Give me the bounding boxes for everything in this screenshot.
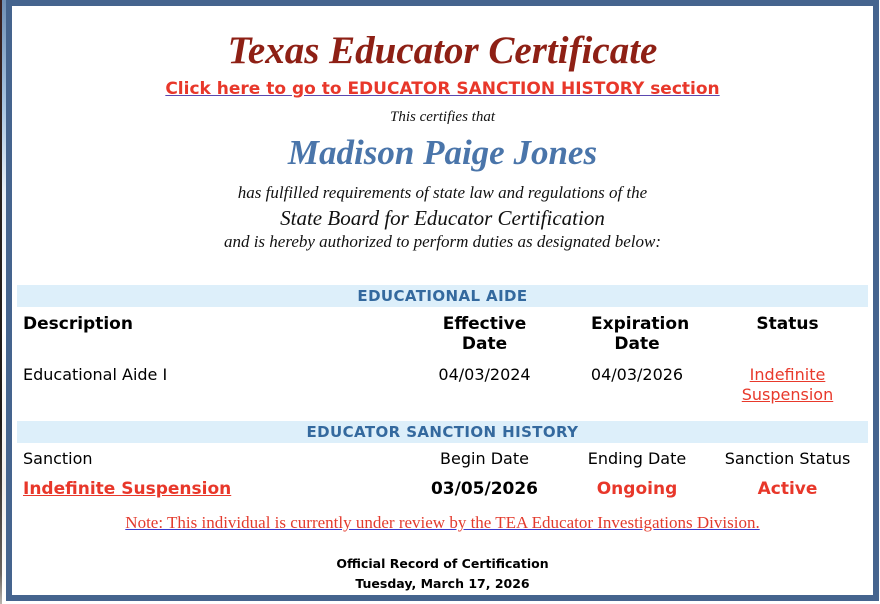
sanction-table-row [17, 479, 868, 500]
sanction-ending-date: Ongoing [596, 479, 678, 499]
col-header-ending-date: Ending Date [587, 449, 687, 468]
certificate-card [6, 0, 879, 601]
col-header-expiration-date: Expiration Date [591, 314, 690, 354]
sanction-history-jump-link[interactable]: Click here to go to EDUCATOR SANCTION HISTORY section [165, 79, 720, 99]
col-header-sanction: Sanction [23, 449, 93, 468]
fulfilled-text: has fulfilled requirements of state law and regulations of the [237, 183, 648, 202]
certificate-status-link[interactable]: Indefinite Suspension [741, 365, 834, 404]
board-text: State Board for Educator Certification [280, 206, 605, 230]
certificate-table-row [17, 365, 868, 405]
official-record-label: Official Record of Certification [336, 556, 549, 571]
sanction-table-header-row [17, 449, 868, 468]
sanction-section-header: EDUCATOR SANCTION HISTORY [17, 421, 868, 443]
col-header-sanction-status: Sanction Status [724, 449, 851, 468]
page-title: Texas Educator Certificate [227, 29, 658, 72]
certifies-text: This certifies that [390, 109, 495, 125]
certificate-table-header-row [17, 314, 868, 354]
review-note: Note: This individual is currently under review by the TEA Educator Investigations Division. [125, 513, 760, 532]
educator-name: Madison Paige Jones [287, 133, 598, 172]
certificate-section-header: EDUCATIONAL AIDE [17, 285, 868, 307]
sanction-name-cell [17, 479, 402, 500]
col-header-status: Status [756, 314, 819, 334]
sanction-begin-date: 03/05/2026 [430, 479, 539, 499]
sanction-status-value: Active [757, 479, 818, 499]
certificate-effective-date: 04/03/2024 [438, 365, 531, 384]
col-header-effective-date: Effective Date [442, 314, 527, 354]
record-date: Tuesday, March 17, 2026 [355, 576, 530, 591]
sanction-name-link[interactable]: Indefinite Suspension [23, 479, 232, 499]
col-header-description: Description [23, 314, 133, 334]
certificate-table [12, 285, 873, 533]
col-header-begin-date: Begin Date [440, 449, 529, 468]
certificate-status-cell [707, 365, 868, 405]
certificate-expiration-date: 04/03/2026 [590, 365, 684, 384]
authorized-text: and is hereby authorized to perform duties as designated below: [223, 232, 662, 251]
certificate-description: Educational Aide I [23, 365, 168, 384]
